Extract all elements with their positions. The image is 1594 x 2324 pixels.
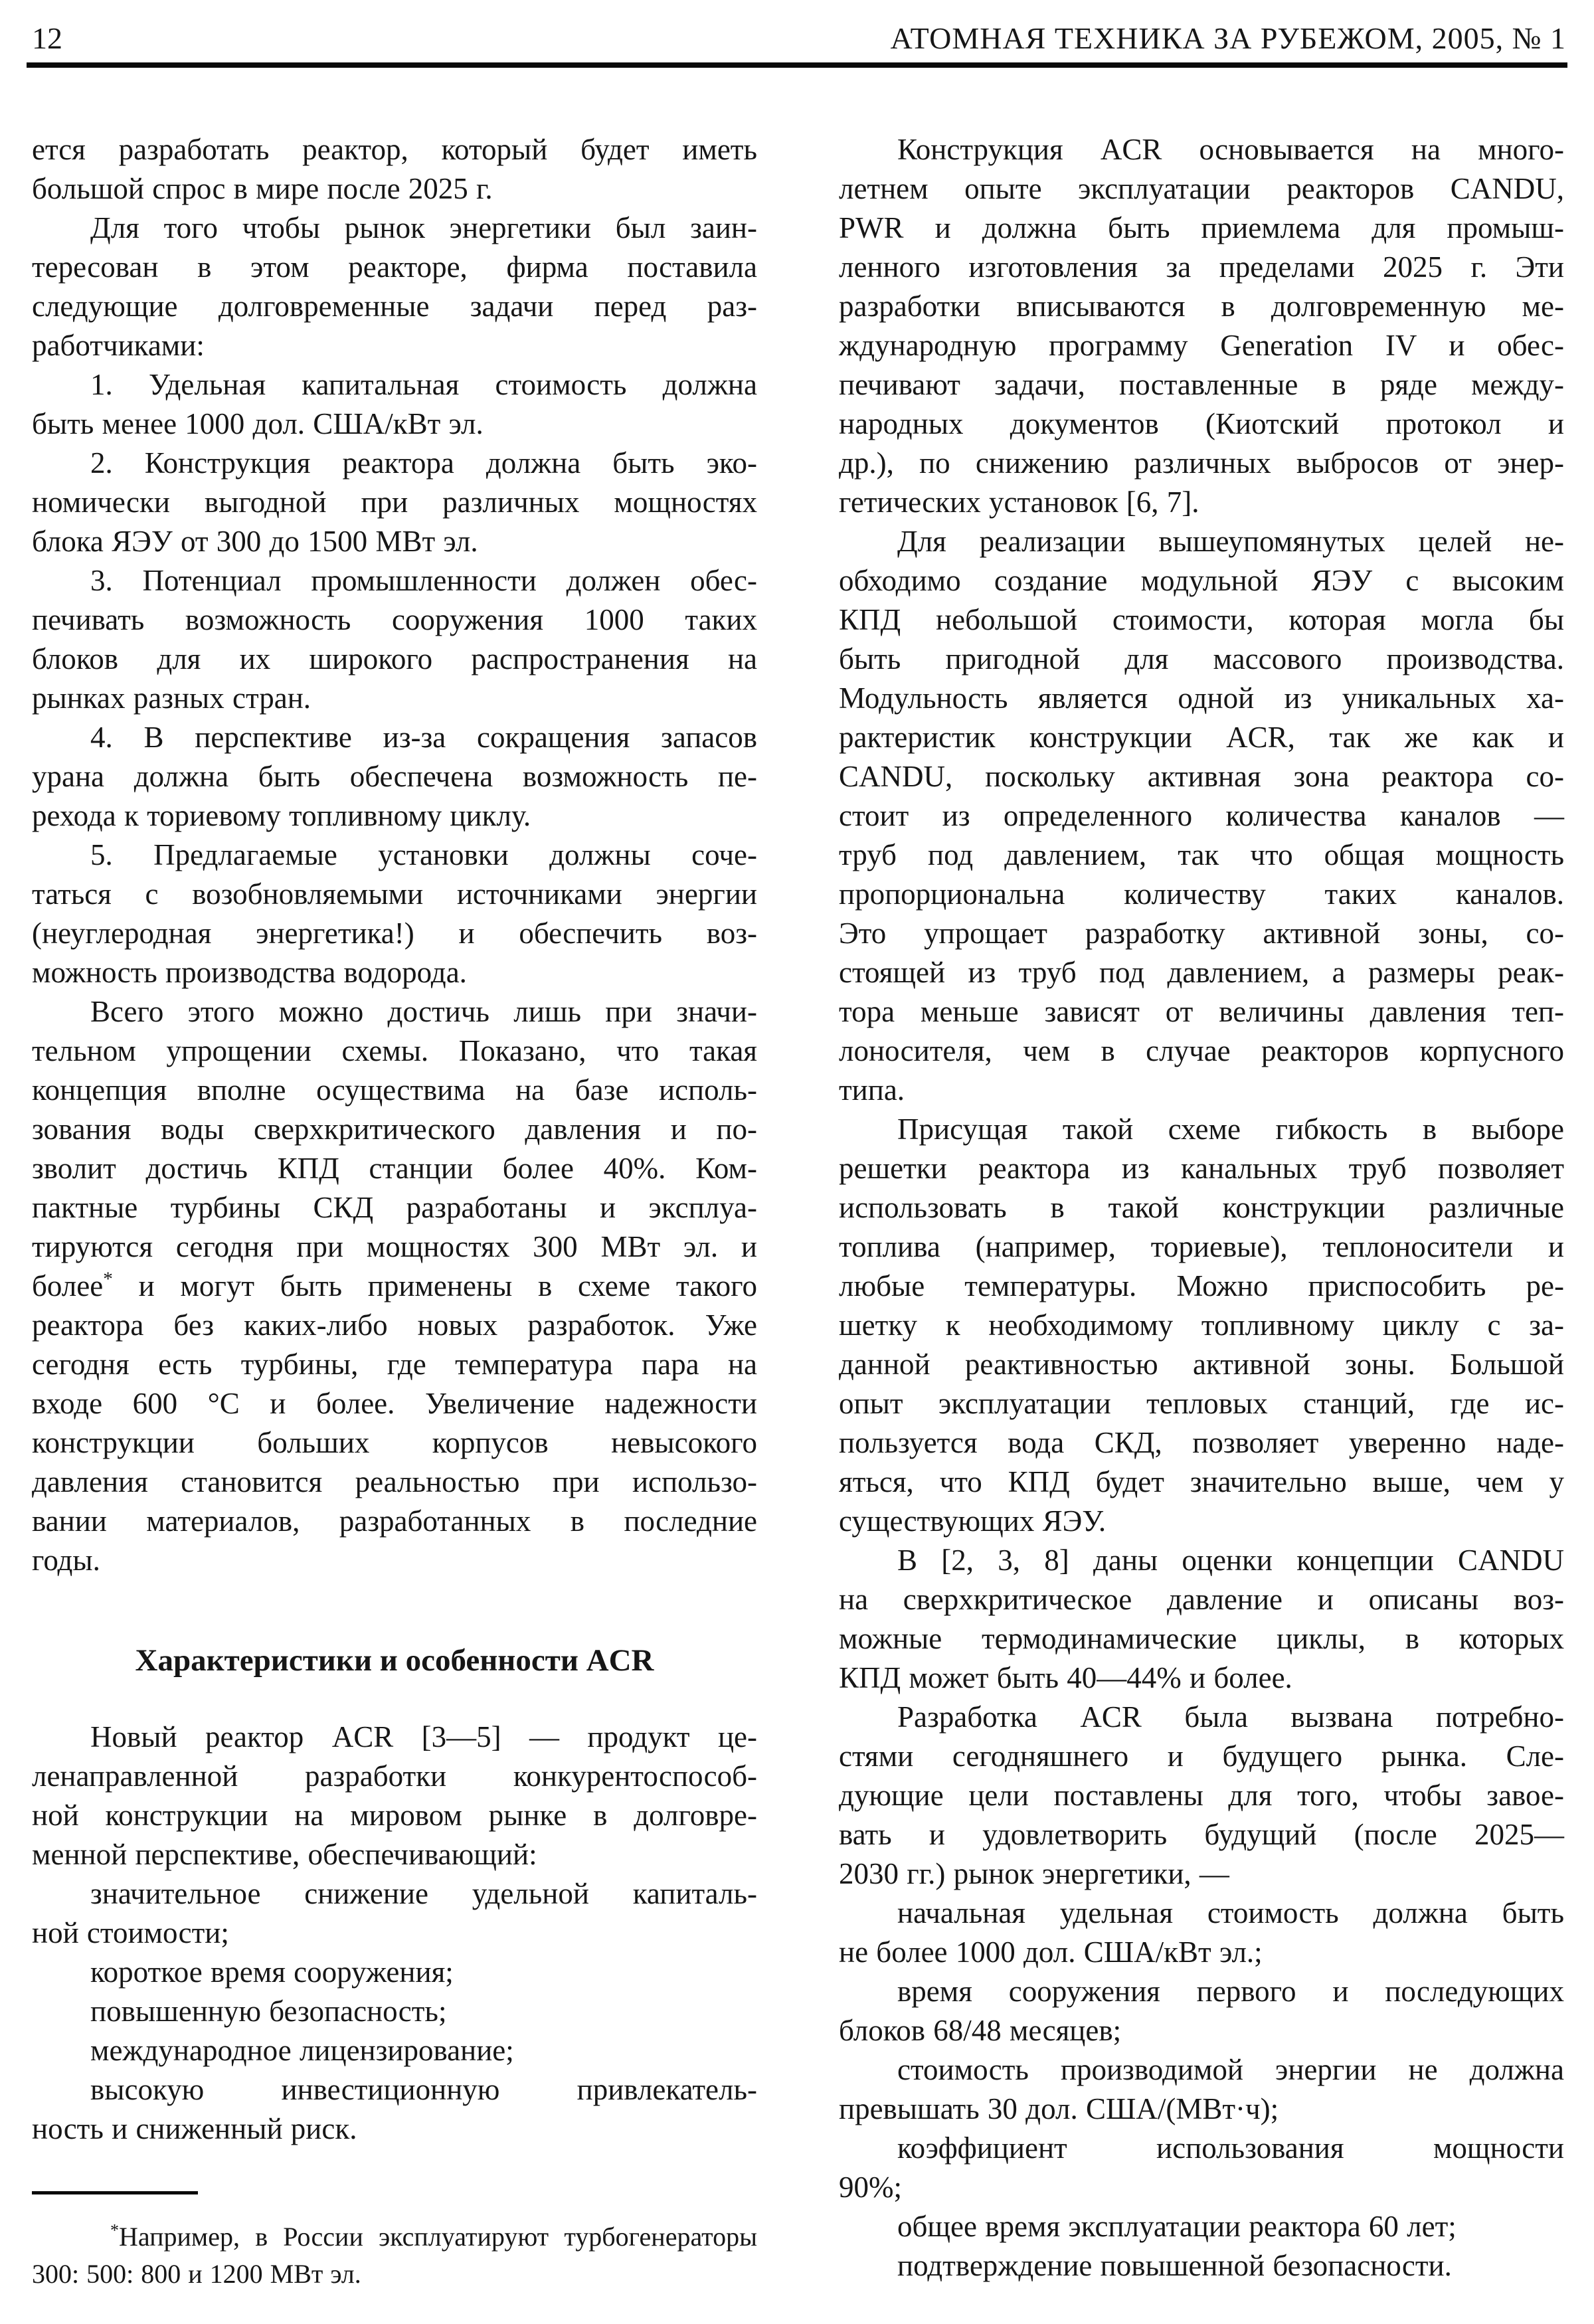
text-line: зования воды сверхкритического давления и по- bbox=[32, 1113, 757, 1146]
text-line: пактные турбины СКД разработаны и эксплуа- bbox=[32, 1191, 757, 1224]
text-line: быть менее 1000 дол. США/кВт эл. bbox=[32, 407, 484, 440]
paragraph bbox=[839, 2050, 1564, 2129]
text-line: *Например, в России эксплуатируют турбогенераторы bbox=[110, 2220, 757, 2252]
text-line: ется разработать реактор, который будет иметь bbox=[32, 133, 757, 166]
text-line: В [2, 3, 8] даны оценки концепции CANDU bbox=[897, 1544, 1564, 1577]
text-line: сегодня есть турбины, где температура пара на bbox=[32, 1348, 757, 1381]
paragraph bbox=[32, 992, 757, 1580]
text-line: народных документов (Киотский протокол и bbox=[839, 407, 1564, 440]
paragraph bbox=[32, 1953, 757, 1992]
text-line: международное лицензирование; bbox=[90, 2034, 514, 2067]
text-line: тируются сегодня при мощностях 300 МВт эл. и bbox=[32, 1230, 757, 1263]
journal-title: АТОМНАЯ ТЕХНИКА ЗА РУБЕЖОМ, 2005, № 1 bbox=[890, 21, 1566, 55]
paragraph bbox=[32, 561, 757, 718]
text-line: 5. Предлагаемые установки должны соче- bbox=[90, 838, 757, 871]
text-line: труб под давлением, так что общая мощность bbox=[839, 838, 1564, 871]
text-line: шетку к необходимому топливному циклу с за- bbox=[839, 1308, 1564, 1342]
text-line: данной реактивностью активной зоны. Большой bbox=[839, 1348, 1564, 1381]
text-line: печивать возможность сооружения 1000 таких bbox=[32, 603, 757, 636]
paragraph bbox=[839, 2246, 1564, 2285]
text-line: 90%; bbox=[839, 2171, 902, 2204]
paragraph bbox=[839, 2207, 1564, 2246]
text-line: КПД может быть 40—44% и более. bbox=[839, 1661, 1292, 1694]
text-line: превышать 30 дол. США/(МВт·ч); bbox=[839, 2092, 1279, 2125]
text-line: работчиками: bbox=[32, 329, 205, 362]
two-column-text bbox=[32, 130, 1564, 2293]
text-line: вании материалов, разработанных в последние bbox=[32, 1504, 757, 1538]
text-line: Для того чтобы рынок энергетики был заин- bbox=[90, 211, 757, 244]
text-line: тора меньше зависят от величины давления теп- bbox=[839, 995, 1564, 1028]
text-line: на сверхкритическое давление и описаны воз- bbox=[839, 1583, 1564, 1616]
text-line: блока ЯЭУ от 300 до 1500 МВт эл. bbox=[32, 525, 478, 558]
page-number: 12 bbox=[32, 21, 62, 55]
text-line: ждународную программу Generation IV и обес- bbox=[839, 329, 1564, 362]
footnote-marker: * bbox=[103, 1269, 113, 1290]
text-line: др.), по снижению различных выбросов от энер- bbox=[839, 446, 1564, 480]
text-line: зволит достичь КПД станции более 40%. Ком- bbox=[32, 1152, 757, 1185]
right-column bbox=[839, 130, 1564, 2293]
text-line: время сооружения первого и последующих bbox=[897, 1975, 1564, 2008]
text-line: существующих ЯЭУ. bbox=[839, 1504, 1107, 1538]
text-line: КПД небольшой стоимости, которая могла бы bbox=[839, 603, 1564, 636]
text-line: входе 600 °С и более. Увеличение надежности bbox=[32, 1387, 757, 1420]
paragraph bbox=[32, 1992, 757, 2031]
paragraph bbox=[32, 1874, 757, 1953]
text-line: опыт эксплуатации тепловых станций, где ис- bbox=[839, 1387, 1564, 1420]
text-line: стями сегодняшнего и будущего рынка. Сле- bbox=[839, 1740, 1564, 1773]
text-line: пропорциональна количеству таких каналов. bbox=[839, 877, 1564, 911]
header-divider bbox=[27, 62, 1567, 68]
paragraph bbox=[839, 130, 1564, 522]
text-line: менной перспективе, обеспечивающий: bbox=[32, 1838, 537, 1871]
text-line: яться, что КПД будет значительно выше, чем у bbox=[839, 1465, 1564, 1498]
text-line: Это упрощает разработку активной зоны, со- bbox=[839, 917, 1564, 950]
text-line: подтверждение повышенной безопасности. bbox=[897, 2249, 1452, 2282]
text-line: годы. bbox=[32, 1544, 100, 1577]
text-line: блоков для их широкого распространения на bbox=[32, 642, 757, 675]
text-line: реактора без каких-либо новых разработок. Уже bbox=[32, 1308, 757, 1342]
text-line: тельном упрощении схемы. Показано, что такая bbox=[32, 1034, 757, 1067]
text-line: летнем опыте эксплуатации реакторов CANDU, bbox=[839, 172, 1564, 205]
text-line: 3. Потенциал промышленности должен обес- bbox=[90, 564, 757, 597]
paragraph bbox=[32, 836, 757, 992]
paragraph bbox=[32, 718, 757, 836]
footnote-divider bbox=[32, 2191, 198, 2194]
text-line: разработки вписываются в долговременную ме- bbox=[839, 290, 1564, 323]
text-line: пользуется вода СКД, позволяет уверенно наде- bbox=[839, 1426, 1564, 1459]
paragraph bbox=[32, 1718, 757, 1874]
text-line: номически выгодной при различных мощностях bbox=[32, 486, 757, 519]
text-line: конструкции больших корпусов невысокого bbox=[32, 1426, 757, 1459]
text-line: стоящей из труб под давлением, а размеры реак- bbox=[839, 956, 1564, 989]
text-line: Присущая такой схеме гибкость в выборе bbox=[897, 1113, 1564, 1146]
text-line: начальная удельная стоимость должна быть bbox=[897, 1896, 1564, 1929]
text-line: большой спрос в мире после 2025 г. bbox=[32, 172, 493, 205]
text-line: 1. Удельная капитальная стоимость должна bbox=[90, 368, 757, 401]
text-line: решетки реактора из канальных труб позволяет bbox=[839, 1152, 1564, 1185]
text-line: лоносителя, чем в случае реакторов корпусного bbox=[839, 1034, 1564, 1067]
text-line: можные термодинамические циклы, в которых bbox=[839, 1622, 1564, 1655]
text-line: ной стоимости; bbox=[32, 1916, 229, 1949]
text-line: рынках разных стран. bbox=[32, 681, 311, 715]
text-line: обходимо создание модульной ЯЭУ с высоким bbox=[839, 564, 1564, 597]
paragraph bbox=[839, 522, 1564, 1110]
text-line: любые температуры. Можно приспособить ре- bbox=[839, 1269, 1564, 1302]
text-line: гетических установок [6, 7]. bbox=[839, 486, 1199, 519]
text-line: значительное снижение удельной капиталь- bbox=[90, 1877, 757, 1910]
text-line: ленаправленной разработки конкурентоспособ- bbox=[32, 1759, 757, 1793]
text-line: Всего этого можно достичь лишь при значи- bbox=[90, 995, 757, 1028]
text-line: 300: 500: 800 и 1200 МВт эл. bbox=[32, 2259, 361, 2289]
paragraph bbox=[32, 209, 757, 365]
text-line: рехода к ториевому топливному циклу. bbox=[32, 799, 531, 832]
section-heading: Характеристики и особенности ACR bbox=[135, 1643, 654, 1678]
paragraph bbox=[839, 1972, 1564, 2050]
footnote-marker: * bbox=[110, 2220, 119, 2240]
text-line: использовать в такой конструкции различные bbox=[839, 1191, 1564, 1224]
text-line: таться с возобновляемыми источниками энергии bbox=[32, 877, 757, 911]
text-line: типа. bbox=[839, 1073, 905, 1107]
text-line: Модульность является одной из уникальных ха- bbox=[839, 681, 1564, 715]
footnote bbox=[32, 2218, 757, 2293]
text-line: более* и могут быть применены в схеме такого bbox=[32, 1269, 757, 1302]
text-line: концепция вполне осуществима на базе исполь- bbox=[32, 1073, 757, 1107]
text-line: следующие долговременные задачи перед раз- bbox=[32, 290, 757, 323]
text-line: стоит из определенного количества каналов — bbox=[839, 799, 1564, 832]
paragraph bbox=[32, 2070, 757, 2149]
text-line: блоков 68/48 месяцев; bbox=[839, 2014, 1122, 2047]
text-line: 4. В перспективе из-за сокращения запасов bbox=[90, 721, 757, 754]
left-column bbox=[32, 130, 757, 2293]
text-line: Разработка ACR была вызвана потребно- bbox=[897, 1700, 1564, 1734]
text-line: урана должна быть обеспечена возможность пе- bbox=[32, 760, 757, 793]
text-line: общее время эксплуатации реактора 60 лет; bbox=[897, 2210, 1457, 2243]
text-line: 2030 гг.) рынок энергетики, — bbox=[839, 1857, 1229, 1890]
text-line: стоимость производимой энергии не должна bbox=[897, 2053, 1564, 2086]
text-line: ленного изготовления за пределами 2025 г. Эти bbox=[839, 250, 1564, 284]
paragraph bbox=[32, 2031, 757, 2070]
text-line: вать и удовлетворить будущий (после 2025— bbox=[839, 1818, 1564, 1851]
text-line: дующие цели поставлены для того, чтобы завое- bbox=[839, 1779, 1564, 1812]
text-line: можность производства водорода. bbox=[32, 956, 467, 989]
paragraph bbox=[839, 1541, 1564, 1698]
text-line: Конструкция ACR основывается на много- bbox=[897, 133, 1564, 166]
text-line: (неуглеродная энергетика!) и обеспечить воз- bbox=[32, 917, 757, 950]
text-line: коэффициент использования мощности bbox=[897, 2131, 1564, 2165]
text-line: рактеристик конструкции ACR, так же как и bbox=[839, 721, 1564, 754]
text-line: Новый реактор ACR [3—5] — продукт це- bbox=[90, 1720, 757, 1753]
text-line: повышенную безопасность; bbox=[90, 1995, 447, 2028]
text-line: не более 1000 дол. США/кВт эл.; bbox=[839, 1935, 1263, 1969]
text-line: топлива (например, ториевые), теплоносители и bbox=[839, 1230, 1564, 1263]
text-line: CANDU, поскольку активная зона реактора со- bbox=[839, 760, 1564, 793]
text-line: печивают задачи, поставленные в ряде между- bbox=[839, 368, 1564, 401]
paragraph bbox=[839, 2129, 1564, 2207]
text-line: Для реализации вышеупомянутых целей не- bbox=[897, 525, 1564, 558]
paragraph bbox=[839, 1894, 1564, 1972]
text-line: быть пригодной для массового производства. bbox=[839, 642, 1564, 675]
paragraph bbox=[839, 1110, 1564, 1541]
text-line: PWR и должна быть приемлема для промыш- bbox=[839, 211, 1564, 244]
paragraph bbox=[32, 130, 757, 209]
paragraph bbox=[32, 444, 757, 561]
text-line: тересован в этом реакторе, фирма поставила bbox=[32, 250, 757, 284]
paragraph bbox=[839, 1698, 1564, 1894]
page-header bbox=[32, 21, 1566, 56]
text-line: высокую инвестиционную привлекатель- bbox=[90, 2073, 757, 2106]
text-line: ной конструкции на мировом рынке в долговре- bbox=[32, 1799, 757, 1832]
text-line: давления становится реальностью при использо- bbox=[32, 1465, 757, 1498]
text-line: ность и сниженный риск. bbox=[32, 2112, 357, 2145]
paragraph bbox=[32, 365, 757, 444]
text-line: короткое время сооружения; bbox=[90, 1955, 454, 1989]
text-line: 2. Конструкция реактора должна быть эко- bbox=[90, 446, 757, 480]
